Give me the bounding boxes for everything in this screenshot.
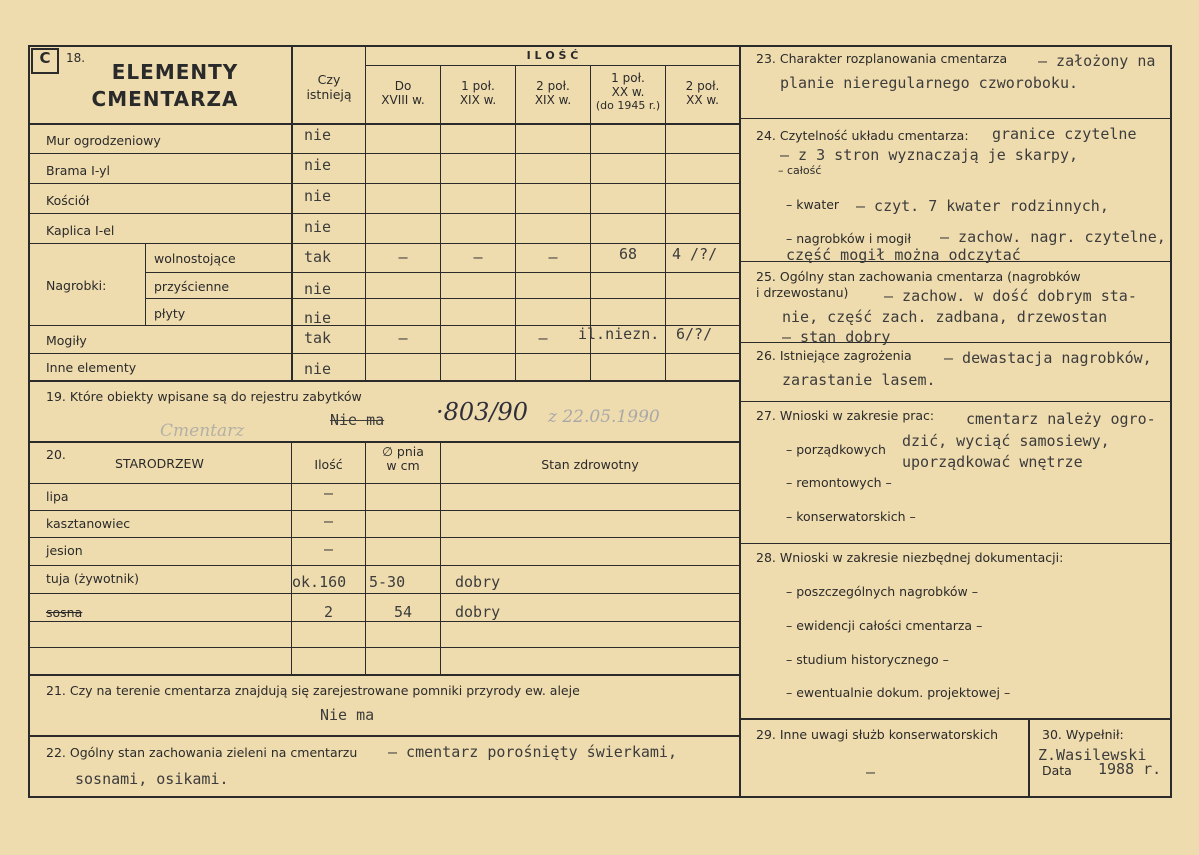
s24-typed-calosc: – z 3 stron wyznaczają je skarpy, <box>780 146 1079 164</box>
s18-number: 18. <box>66 51 86 65</box>
s30-name: Z.Wasilewski <box>1038 746 1147 764</box>
s20-number: 20. <box>46 447 66 462</box>
s25-label-1: 25. Ogólny stan zachowania cmentarza (nagrobków <box>756 269 1081 284</box>
s20-col-stan: Stan zdrowotny <box>541 457 639 472</box>
period-col-4: 2 poł. XX w. <box>685 79 720 107</box>
s19-label: 19. Które obiekty wpisane są do rejestru zabytków <box>46 389 362 404</box>
s30-date-value: 1988 r. <box>1098 760 1162 778</box>
s25-typed-1: – zachow. w dość dobrym sta- <box>884 287 1137 305</box>
period-col-1: 1 poł. XIX w. <box>459 79 497 107</box>
s25-typed-3: – stan dobry <box>782 328 891 346</box>
s20-col-name: STARODRZEW <box>115 456 204 471</box>
s18-title-line2: CMENTARZA <box>91 87 239 111</box>
s27-sub-2: – remontowych – <box>786 475 892 490</box>
s25-label-2: i drzewostanu) <box>756 285 849 300</box>
s24-typed-nagrobkow-2: część mogił można odczytać <box>786 246 1021 264</box>
period-col-0: Do XVIII w. <box>381 79 425 107</box>
nagrobki-label: Nagrobki: <box>46 278 107 293</box>
s19-handwritten-word: Cmentarz <box>160 421 245 441</box>
s22-typed-2: sosnami, osikami. <box>75 770 229 788</box>
s26-typed-2: zarastanie lasem. <box>782 371 936 389</box>
s30-label: 30. Wypełnił: <box>1042 727 1124 742</box>
s24-typed-nagrobkow-1: – zachow. nagr. czytelne, <box>940 228 1166 246</box>
s28-sub-4: – ewentualnie dokum. projektowej – <box>786 685 1011 700</box>
s27-label: 27. Wnioski w zakresie prac: <box>756 408 935 423</box>
s23-typed-2: planie nieregularnego czworoboku. <box>780 74 1079 92</box>
s19-register-date: z 22.05.1990 <box>548 407 660 427</box>
s22-label: 22. Ogólny stan zachowania zieleni na cmentarzu <box>46 745 358 760</box>
s18-col-ilosc: I L O Ś Ć <box>526 49 579 62</box>
period-col-2: 2 poł. XIX w. <box>534 79 572 107</box>
s29-typed: – <box>866 763 876 781</box>
s24-sub-nagrobkow: – nagrobków i mogił <box>786 231 912 246</box>
s27-sub-1: – porządkowych <box>786 442 886 457</box>
s18-col-czy: Czy istnieją <box>306 72 352 102</box>
period-col-3: 1 poł. XX w. (do 1945 r.) <box>595 71 661 112</box>
s28-sub-1: – poszczególnych nagrobków – <box>786 584 978 599</box>
s29-label: 29. Inne uwagi służb konserwatorskich <box>756 727 998 742</box>
s27-sub-3: – konserwatorskich – <box>786 509 916 524</box>
s21-typed: Nie ma <box>320 706 375 724</box>
s21-label: 21. Czy na terenie cmentarza znajdują się zarejestrowane pomniki przyrody ew. aleje <box>46 683 580 698</box>
s28-sub-2: – ewidencji całości cmentarza – <box>786 618 983 633</box>
s24-typed-kwater: – czyt. 7 kwater rodzinnych, <box>856 197 1109 215</box>
s24-sub-kwater: – kwater <box>786 197 840 212</box>
s27-typed-2: dzić, wyciąć samosiewy, <box>902 432 1110 450</box>
s24-sub-calosc: – całość <box>778 164 822 177</box>
s28-label: 28. Wnioski w zakresie niezbędnej dokumentacji: <box>756 550 1064 565</box>
s27-typed-3: uporządkować wnętrze <box>902 453 1083 471</box>
s19-typed: Nie ma <box>330 411 385 429</box>
s22-typed-1: – cmentarz porośnięty świerkami, <box>388 743 677 761</box>
s20-col-fi: ∅ pnia w cm <box>382 444 424 474</box>
s24-label: 24. Czytelność układu cmentarza: <box>756 128 969 143</box>
s20-col-ilosc: Ilość <box>314 457 343 472</box>
s24-typed-0: granice czytelne <box>992 125 1137 143</box>
s27-typed-1: cmentarz należy ogro- <box>966 410 1156 428</box>
s19-register-number: ·803/90 <box>436 398 529 426</box>
s23-typed-1: – założony na <box>1038 52 1156 70</box>
s26-label: 26. Istniejące zagrożenia <box>756 348 912 363</box>
s25-typed-2: nie, część zach. zadbana, drzewostan <box>782 308 1108 326</box>
s26-typed-1: – dewastacja nagrobków, <box>944 349 1152 367</box>
s28-sub-3: – studium historycznego – <box>786 652 949 667</box>
corner-letter: C <box>39 49 51 67</box>
s30-date-label: Data <box>1042 763 1072 778</box>
s23-label: 23. Charakter rozplanowania cmentarza <box>756 51 1008 66</box>
s18-title-line1: ELEMENTY <box>111 60 239 84</box>
